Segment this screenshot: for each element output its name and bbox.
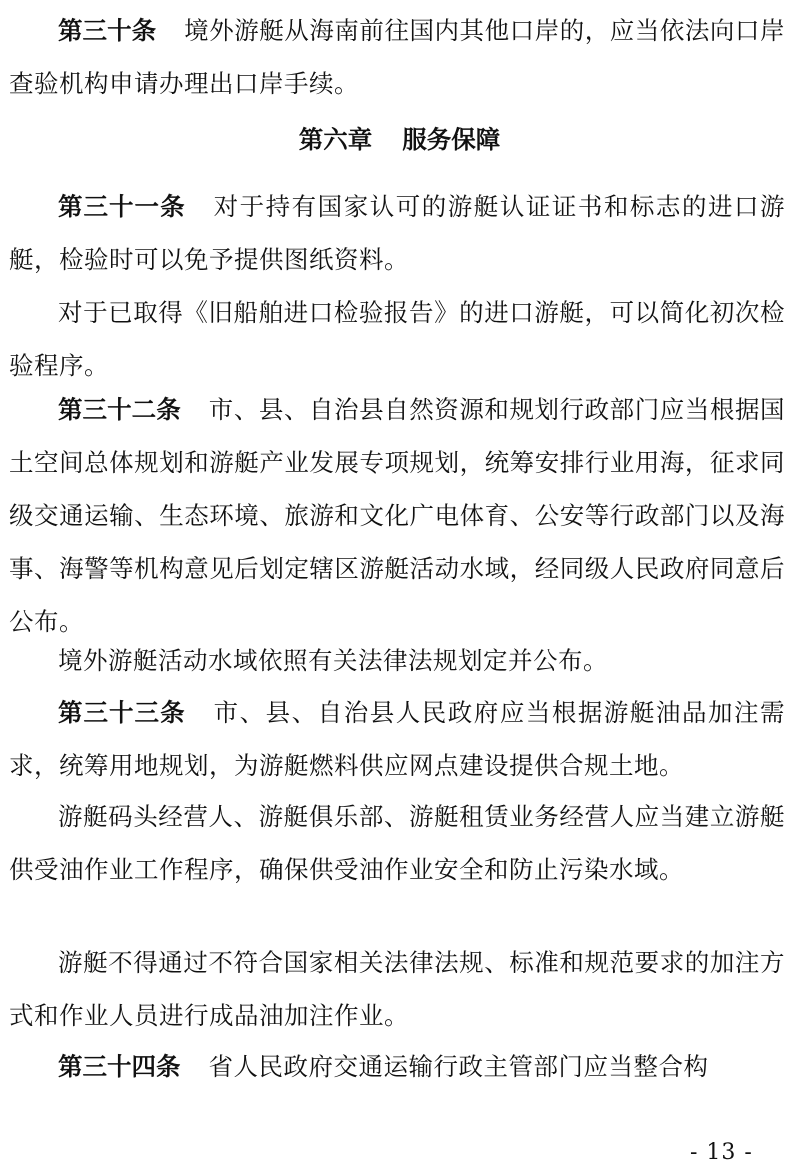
article-31 bbox=[9, 180, 785, 286]
article-30 bbox=[9, 4, 785, 110]
paragraph bbox=[9, 936, 785, 1042]
article-number: 第三十二条 bbox=[58, 395, 181, 424]
chapter-heading bbox=[0, 113, 799, 166]
article-text: 市、县、自治县自然资源和规划行政部门应当根据国土空间总体规划和游艇产业发展专项规划，统筹安排行业用海，征求同级交通运输、生态环境、旅游和文化广电体育、公安等行政部门以及海事、海警等机构意见后划定辖区游艇活动水域，经同级人民政府同意后公布。 bbox=[9, 395, 786, 636]
paragraph-text: 对于已取得《旧船舶进口检验报告》的进口游艇，可以简化初次检验程序。 bbox=[9, 298, 785, 380]
article-text: 市、县、自治县人民政府应当根据游艇油品加注需求，统筹用地规划，为游艇燃料供应网点建设提供合规土地。 bbox=[9, 698, 786, 780]
article-number: 第三十条 bbox=[58, 16, 157, 45]
article-text: 境外游艇从海南前往国内其他口岸的，应当依法向口岸查验机构申请办理出口岸手续。 bbox=[9, 16, 786, 98]
chapter-title: 服务保障 bbox=[402, 125, 501, 154]
article-text: 省人民政府交通运输行政主管部门应当整合构 bbox=[208, 1052, 709, 1081]
article-34 bbox=[9, 1040, 785, 1093]
paragraph bbox=[9, 634, 785, 687]
paragraph-text: 游艇不得通过不符合国家相关法律法规、标准和规范要求的加注方式和作业人员进行成品油加注作业。 bbox=[9, 948, 785, 1030]
article-33 bbox=[9, 686, 785, 792]
article-number: 第三十一条 bbox=[58, 192, 186, 221]
article-text: 对于持有国家认可的游艇认证证书和标志的进口游艇，检验时可以免予提供图纸资料。 bbox=[9, 192, 786, 274]
article-number: 第三十四条 bbox=[58, 1052, 181, 1081]
article-32 bbox=[9, 383, 785, 648]
chapter-number: 第六章 bbox=[298, 125, 373, 154]
paragraph-text: 游艇码头经营人、游艇俱乐部、游艇租赁业务经营人应当建立游艇供受油作业工作程序，确保供受油作业安全和防止污染水域。 bbox=[9, 802, 785, 884]
paragraph bbox=[9, 790, 785, 896]
paragraph bbox=[9, 286, 785, 392]
paragraph-text: 境外游艇活动水域依照有关法律法规划定并公布。 bbox=[58, 646, 608, 675]
page-number: - 13 - bbox=[690, 1140, 753, 1165]
article-number: 第三十三条 bbox=[58, 698, 186, 727]
